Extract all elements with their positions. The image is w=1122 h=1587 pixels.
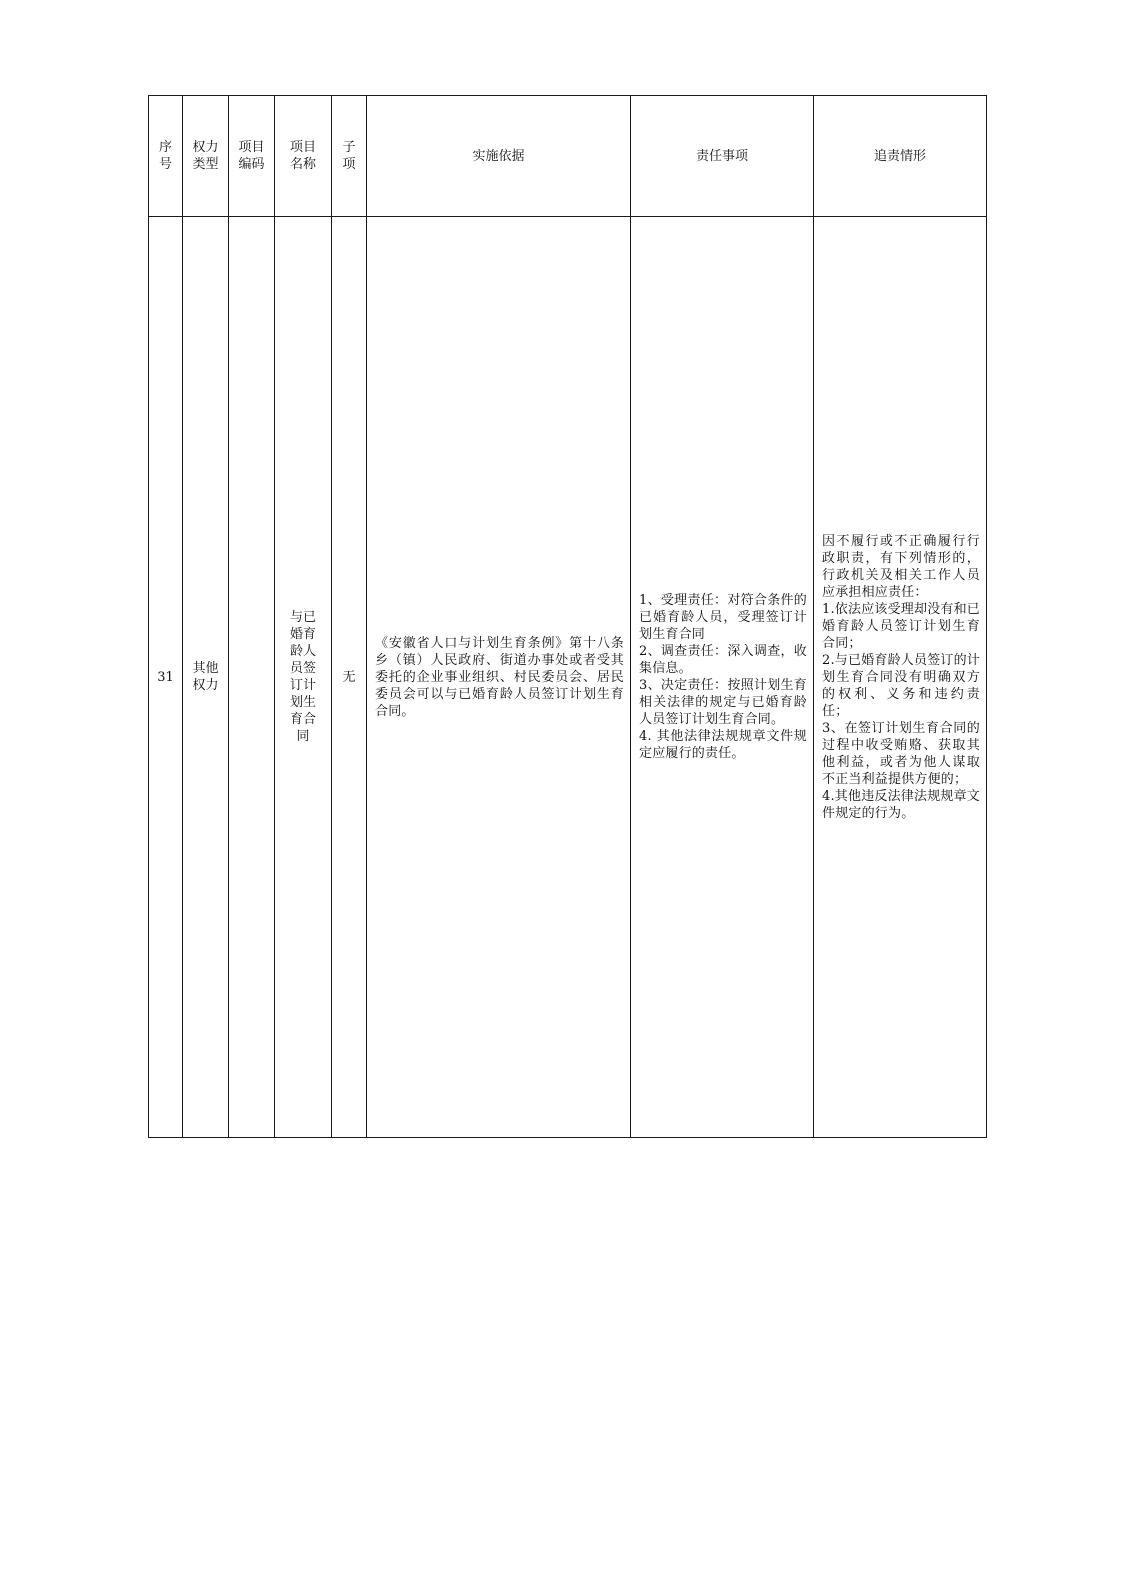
header-basis <box>367 96 631 217</box>
table-header-row <box>149 96 987 217</box>
header-item-code <box>229 96 275 217</box>
header-item-name-label: 项目 名称 <box>289 140 316 172</box>
responsibility-text: 1、受理责任：对符合条件的已婚育龄人员，受理签订计划生育合同 2、调查责任：深入调查，收集信息。 3、决定责任：按照计划生育相关法律的规定与已婚育龄人员签订计划生育合同。 4. 其他法律法规规章文件规定应履行的责任。 <box>639 593 807 761</box>
header-seq <box>149 96 183 217</box>
header-responsibility <box>631 96 814 217</box>
header-item-name <box>275 96 332 217</box>
cell-basis <box>367 217 631 1138</box>
cell-accountability <box>814 217 987 1138</box>
cell-item-name <box>275 217 332 1138</box>
header-accountability <box>814 96 987 217</box>
table-row <box>149 217 987 1138</box>
cell-sub-item <box>332 217 367 1138</box>
cell-item-code <box>229 217 275 1138</box>
cell-responsibility <box>631 217 814 1138</box>
header-accountability-label: 追责情形 <box>873 148 926 164</box>
header-basis-label: 实施依据 <box>472 148 525 164</box>
header-item-code-label: 项目 编码 <box>238 140 265 172</box>
item-name-value: 与已 婚育 龄人 员签 订计 划生 育合 同 <box>289 610 316 744</box>
header-power-type <box>183 96 229 217</box>
header-power-type-label: 权力 类型 <box>192 140 219 172</box>
header-seq-label: 序 号 <box>158 140 172 172</box>
power-list-table <box>148 95 987 1138</box>
header-sub-item-label: 子 项 <box>342 140 356 172</box>
accountability-text: 因不履行或不正确履行行政职责，有下列情形的，行政机关及相关工作人员应承担相应责任： 1.依法应该受理却没有和已婚育龄人员签订计划生育合同； 2.与已婚育龄人员签订的计划生育合同没有明确双方的权利、义务和违约责任； 3、在签订计划生育合同的过程中收受贿赂、获取其他利益，或者为他人谋取不正当利益提供方便的； 4.其他违反法律法规规章文件规定的行为。 <box>822 533 981 821</box>
header-responsibility-label: 责任事项 <box>695 148 748 164</box>
cell-power-type <box>183 217 229 1138</box>
basis-text: 《安徽省人口与计划生育条例》第十八条 乡（镇）人民政府、街道办事处或者受其委托的企业事业组织、村民委员会、居民委员会可以与已婚育龄人员签订计划生育合同。 <box>375 635 624 719</box>
sub-item-value: 无 <box>342 669 356 685</box>
header-sub-item <box>332 96 367 217</box>
power-type-value: 其他 权力 <box>192 661 219 693</box>
seq-value: 31 <box>157 669 174 685</box>
cell-seq <box>149 217 183 1138</box>
